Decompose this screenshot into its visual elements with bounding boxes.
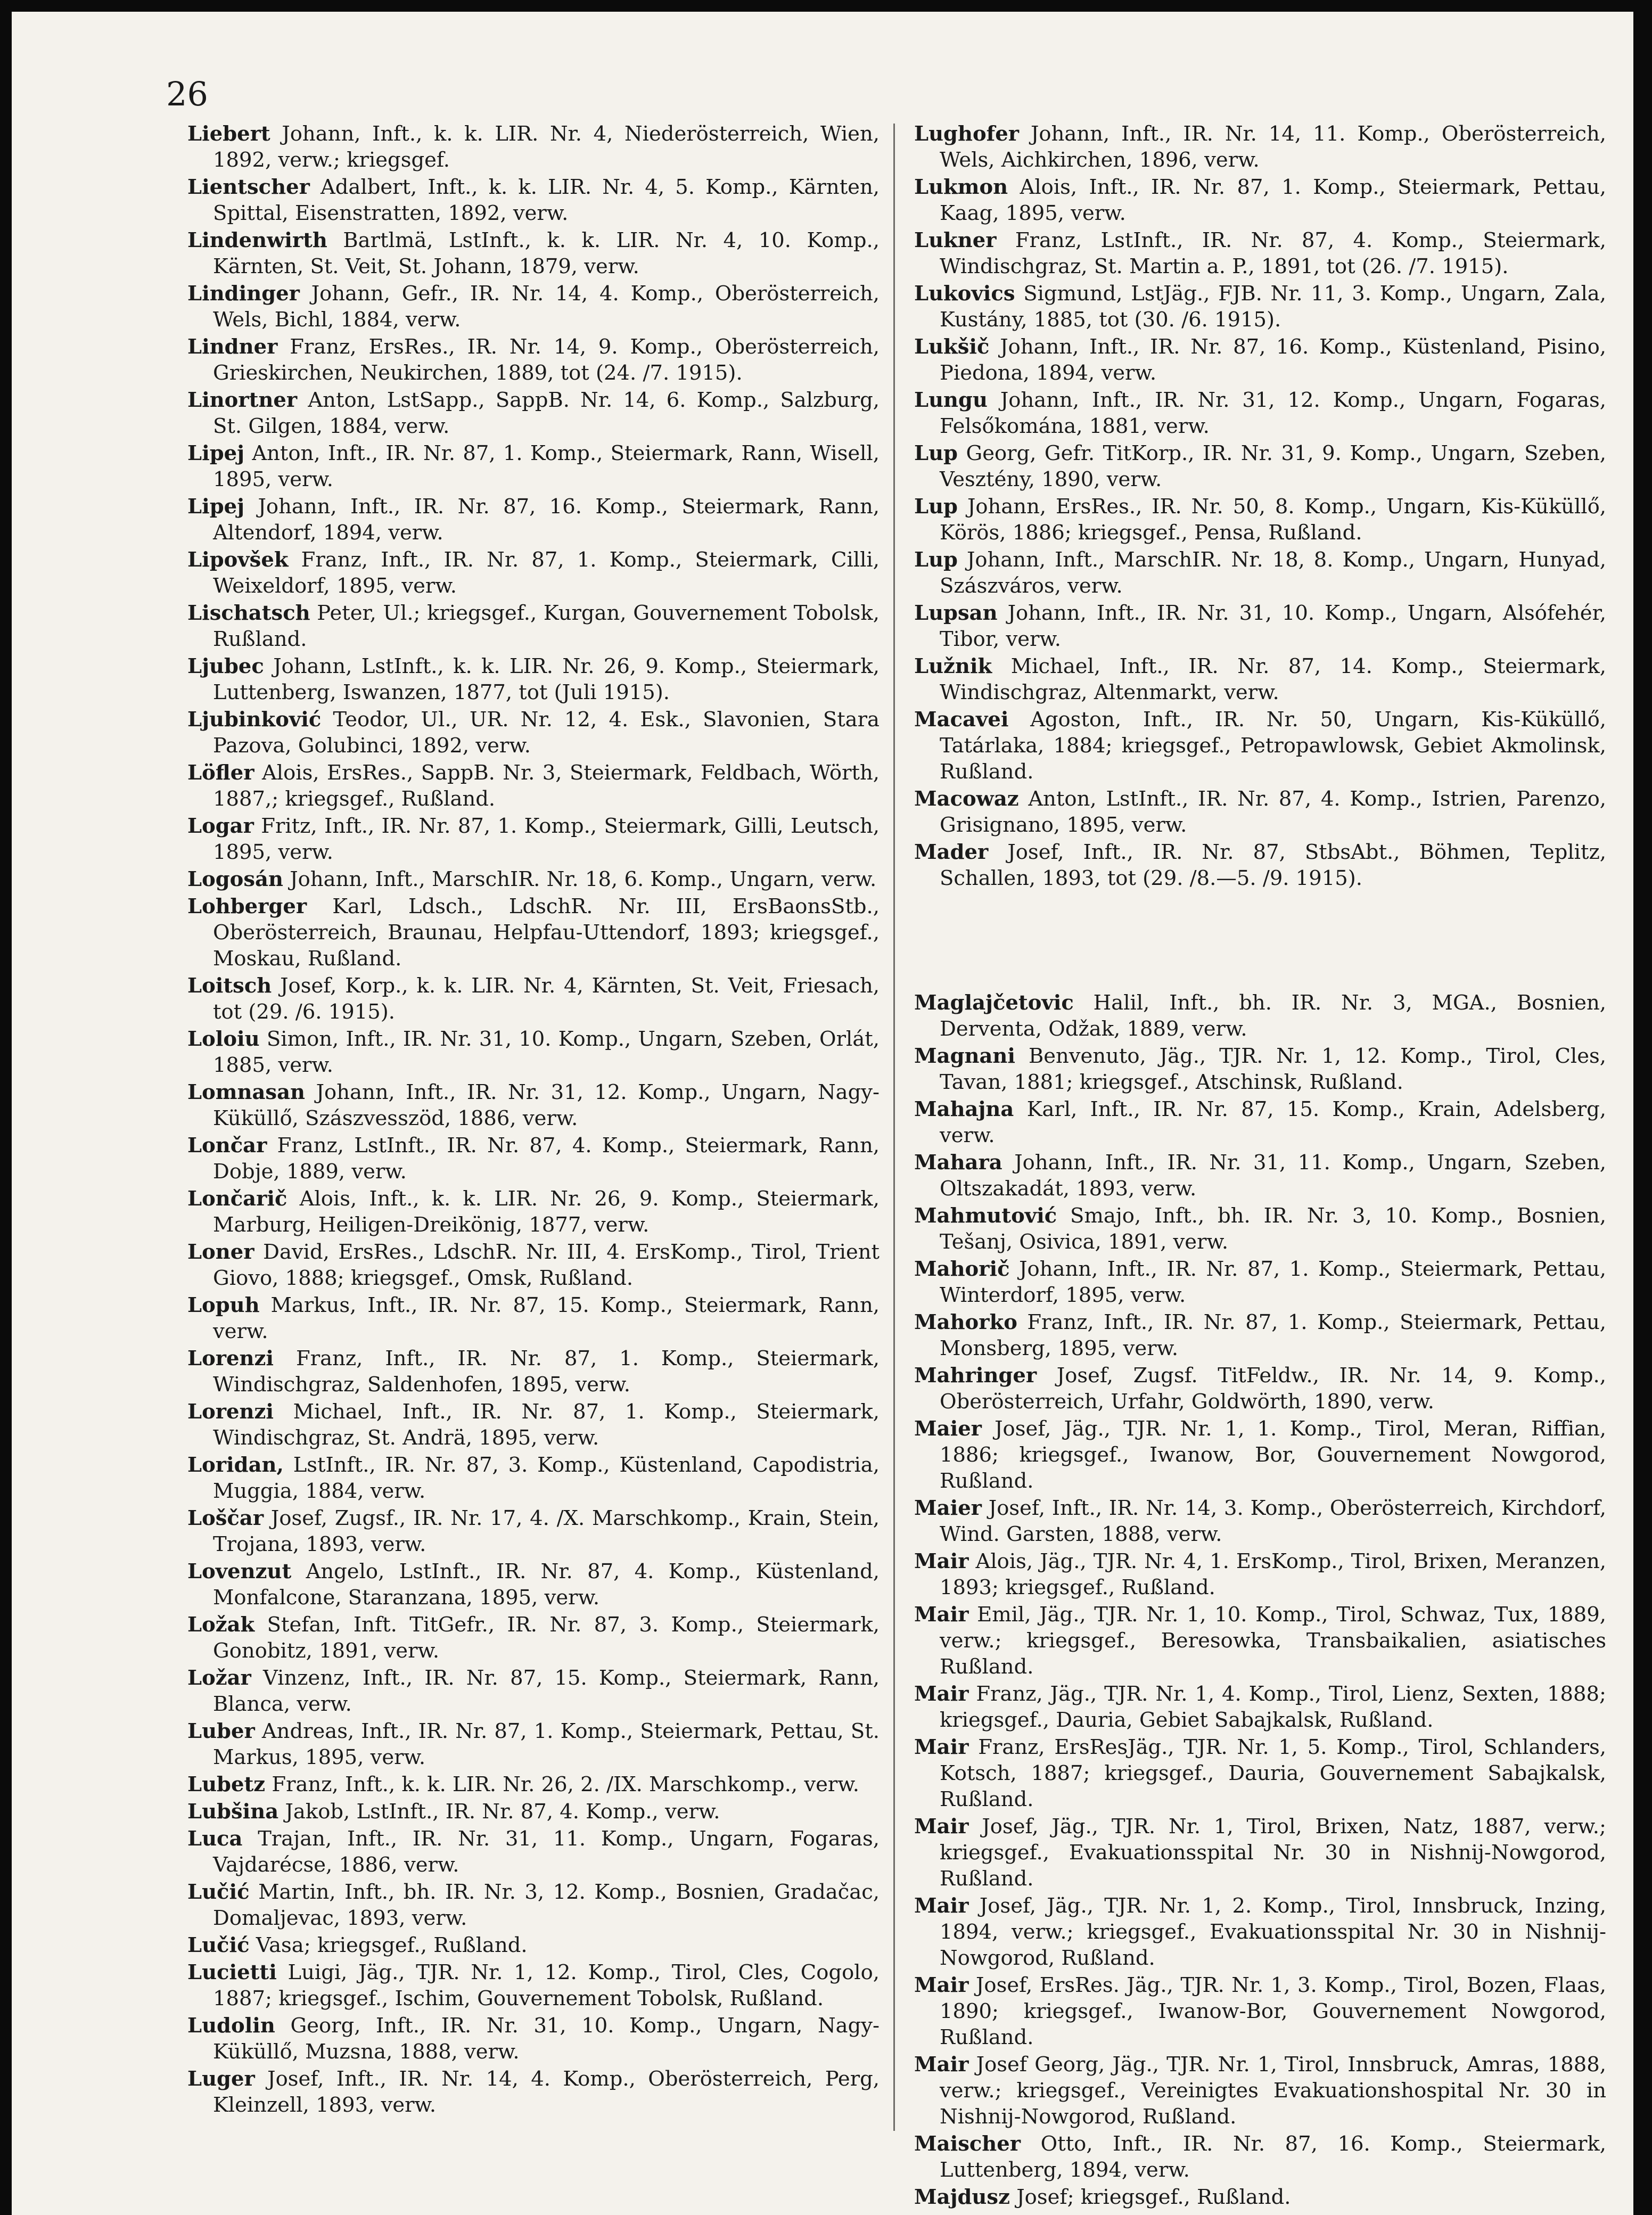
register-entry: [187, 893, 880, 972]
entry-details: Josef, Korp., k. k. LIR. Nr. 4, Kärnten, St. Veit, Friesach, tot (29. /6. 1915).: [213, 974, 880, 1024]
entry-details: Michael, Inft., IR. Nr. 87, 1. Komp., Steiermark, Windischgraz, St. Andrä, 1895, verw.: [213, 1400, 880, 1450]
entry-surname: Mahajna: [914, 1097, 1014, 1121]
register-entry: [914, 786, 1606, 838]
entry-surname: Lončarič: [187, 1187, 287, 1211]
entry-surname: Mair: [914, 1603, 969, 1627]
entry-surname: Mair: [914, 1682, 969, 1706]
entry-surname: Lopuh: [187, 1293, 260, 1317]
register-entry: [187, 2013, 880, 2065]
entry-details: Franz, Inft., k. k. LIR. Nr. 26, 2. /IX. Marschkomp., verw.: [272, 1773, 859, 1796]
entry-details: Georg, Gefr. TitKorp., IR. Nr. 31, 9. Komp., Ungarn, Szeben, Vesztény, 1890, verw.: [940, 441, 1606, 491]
entry-surname: Luger: [187, 2067, 255, 2091]
register-entry: [914, 1150, 1606, 1202]
entry-details: Vinzenz, Inft., IR. Nr. 87, 15. Komp., Steiermark, Rann, Blanca, verw.: [213, 1666, 880, 1716]
entry-details: Alois, ErsRes., SappB. Nr. 3, Steiermark, Feldbach, Wörth, 1887,; kriegsgef., Rußland.: [213, 761, 880, 811]
entry-details: Anton, Inft., IR. Nr. 87, 1. Komp., Steiermark, Rann, Wisell, 1895, verw.: [213, 441, 880, 491]
register-entry: [914, 281, 1606, 333]
entry-surname: Mair: [914, 1735, 969, 1759]
entry-details: Josef, Jäg., TJR. Nr. 1, Tirol, Brixen, Natz, 1887, verw.; kriegsgef., Evakuationsspital Nr. 30 in Nishnij-Nowgorod, Rußland.: [940, 1815, 1606, 1891]
entry-details: Johann, Inft., IR. Nr. 31, 12. Komp., Ungarn, Nagy-Küküllő, Szászvesszöd, 1886, verw.: [213, 1080, 880, 1130]
register-entry: [914, 1548, 1606, 1601]
entry-details: Jakob, LstInft., IR. Nr. 87, 4. Komp., verw.: [285, 1800, 720, 1824]
entry-surname: Ložar: [187, 1666, 251, 1690]
entry-details: Franz, Jäg., TJR. Nr. 1, 4. Komp., Tirol, Lienz, Sexten, 1888; kriegsgef., Dauria, Gebiet Sabajkalsk, Rußland.: [940, 1682, 1606, 1732]
entry-details: Vasa; kriegsgef., Rußland.: [256, 1933, 528, 1957]
entry-details: Franz, LstInft., IR. Nr. 87, 4. Komp., Steiermark, Rann, Dobje, 1889, verw.: [213, 1134, 880, 1184]
register-entry: [187, 1665, 880, 1717]
entry-surname: Lončar: [187, 1134, 267, 1158]
entry-surname: Mahara: [914, 1151, 1002, 1175]
entry-details: Michael, Inft., IR. Nr. 87, 14. Komp., Steiermark, Windischgraz, Altenmarkt, verw.: [940, 654, 1606, 704]
entry-surname: Lughofer: [914, 122, 1019, 146]
register-entry: [914, 1814, 1606, 1892]
entry-surname: Lovenzut: [187, 1560, 292, 1584]
register-entry: [187, 1879, 880, 1931]
entry-surname: Maglajčetovic: [914, 991, 1074, 1015]
register-entry: [187, 1718, 880, 1770]
entry-details: Josef, ErsRes. Jäg., TJR. Nr. 1, 3. Komp., Tirol, Bozen, Flaas, 1890; kriegsgef., Iwanow-Bor, Gouvernement Nowgorod, Rußland.: [940, 1973, 1606, 2049]
entry-surname: Lukmon: [914, 175, 1008, 199]
entry-details: Stefan, Inft. TitGefr., IR. Nr. 87, 3. Komp., Steiermark, Gonobitz, 1891, verw.: [213, 1613, 880, 1663]
entry-details: Johann, Inft., IR. Nr. 87, 16. Komp., Steiermark, Rann, Altendorf, 1894, verw.: [213, 495, 880, 545]
entry-details: Josef, Zugsf. TitFeldw., IR. Nr. 14, 9. Komp., Oberösterreich, Urfahr, Goldwörth, 1890, verw.: [940, 1364, 1606, 1414]
register-entry: [187, 707, 880, 759]
entry-details: Markus, Inft., IR. Nr. 87, 15. Komp., Steiermark, Rann, verw.: [213, 1293, 880, 1343]
entry-surname: Lindinger: [187, 282, 300, 306]
entry-surname: Lučić: [187, 1933, 250, 1957]
entry-surname: Loloiu: [187, 1027, 260, 1051]
register-entry: [187, 547, 880, 599]
register-entry: [187, 1771, 880, 1798]
entry-details: Josef, Jäg., TJR. Nr. 1, 1. Komp., Tirol, Meran, Riffian, 1886; kriegsgef., Iwanow, Bor, Gouvernement Nowgorod, Rußland.: [940, 1417, 1606, 1493]
entry-details: Fritz, Inft., IR. Nr. 87, 1. Komp., Steiermark, Gilli, Leutsch, 1895, verw.: [213, 814, 880, 864]
entry-surname: Maier: [914, 1496, 982, 1520]
entry-details: Sigmund, LstJäg., FJB. Nr. 11, 3. Komp., Ungarn, Zala, Kustány, 1885, tot (30. /6. 1915).: [940, 282, 1606, 332]
entry-details: Andreas, Inft., IR. Nr. 87, 1. Komp., Steiermark, Pettau, St. Markus, 1895, verw.: [213, 1719, 880, 1769]
register-entry: [187, 227, 880, 280]
register-entry: [914, 227, 1606, 280]
entry-surname: Lup: [914, 441, 958, 465]
entry-surname: Mair: [914, 1973, 969, 1997]
entry-details: Emil, Jäg., TJR. Nr. 1, 10. Komp., Tirol, Schwaz, Tux, 1889, verw.; kriegsgef., Beresowka, Transbaikalien, asiatisches Rußland.: [940, 1603, 1606, 1679]
register-entry: [187, 600, 880, 652]
entry-surname: Lubetz: [187, 1773, 266, 1796]
entry-surname: Ludolin: [187, 2014, 275, 2038]
register-entry: [914, 2052, 1606, 2130]
entry-details: Georg, Inft., IR. Nr. 31, 10. Komp., Ungarn, Nagy-Küküllő, Muzsna, 1888, verw.: [213, 2014, 880, 2064]
entry-details: Josef, Inft., IR. Nr. 14, 4. Komp., Oberösterreich, Perg, Kleinzell, 1893, verw.: [213, 2067, 880, 2117]
entry-surname: Lorenzi: [187, 1400, 274, 1424]
entry-surname: Lukner: [914, 228, 997, 252]
register-entry: [914, 1495, 1606, 1547]
entry-details: Luigi, Jäg., TJR. Nr. 1, 12. Komp., Tirol, Cles, Cogolo, 1887; kriegsgef., Ischim, Gouvernement Tobolsk, Rußland.: [213, 1960, 880, 2011]
left-column: [187, 121, 880, 2119]
entry-details: David, ErsRes., LdschR. Nr. III, 4. ErsKomp., Tirol, Trient Giovo, 1888; kriegsgef., Omsk, Rußland.: [213, 1240, 880, 1290]
register-entry: [187, 1399, 880, 1451]
register-entry: [187, 1026, 880, 1078]
register-entry: [187, 760, 880, 812]
register-entry: [187, 387, 880, 439]
entry-details: Johann, Inft., IR. Nr. 87, 1. Komp., Steiermark, Pettau, Winterdorf, 1895, verw.: [940, 1257, 1607, 1307]
entry-surname: Löfler: [187, 761, 254, 785]
entry-surname: Logar: [187, 814, 254, 838]
entry-surname: Lukovics: [914, 282, 1015, 306]
entry-surname: Lipej: [187, 495, 245, 519]
register-entry: [187, 1292, 880, 1344]
entry-surname: Luca: [187, 1827, 243, 1851]
entry-details: Johann, Inft., IR. Nr. 31, 10. Komp., Ungarn, Alsófehér, Tibor, verw.: [940, 601, 1606, 651]
register-entry: [914, 121, 1606, 173]
entry-surname: Lungu: [914, 388, 988, 412]
entry-details: Benvenuto, Jäg., TJR. Nr. 1, 12. Komp., Tirol, Cles, Tavan, 1881; kriegsgef., Atschinsk, Rußland.: [940, 1044, 1606, 1094]
register-entry: [914, 1363, 1606, 1415]
entry-surname: Ljubec: [187, 654, 264, 678]
entry-details: Martin, Inft., bh. IR. Nr. 3, 12. Komp., Bosnien, Gradačac, Domaljevac, 1893, verw.: [213, 1880, 880, 1930]
entry-details: Franz, ErsRes., IR. Nr. 14, 9. Komp., Oberösterreich, Grieskirchen, Neukirchen, 1889, tot (24. /7. 1915).: [213, 335, 880, 385]
entry-details: Johann, Inft., k. k. LIR. Nr. 4, Niederösterreich, Wien, 1892, verw.; kriegsgef.: [213, 122, 880, 172]
entry-details: Agoston, Inft., IR. Nr. 50, Ungarn, Kis-Küküllő, Tatárlaka, 1884; kriegsgef., Petropawlowsk, Gebiet Akmolinsk, Rußland.: [940, 708, 1606, 784]
entry-surname: Lučić: [187, 1880, 250, 1904]
entry-details: Otto, Inft., IR. Nr. 87, 16. Komp., Steiermark, Luttenberg, 1894, verw.: [940, 2132, 1606, 2182]
register-entry: [914, 707, 1606, 785]
entry-details: Josef, Inft., IR. Nr. 14, 3. Komp., Oberösterreich, Kirchdorf, Wind. Garsten, 1888, verw.: [940, 1496, 1606, 1546]
entry-details: Johann, ErsRes., IR. Nr. 50, 8. Komp., Ungarn, Kis-Küküllő, Körös, 1886; kriegsgef., Pensa, Rußland.: [940, 495, 1606, 545]
entry-details: Angelo, LstInft., IR. Nr. 87, 4. Komp., Küstenland, Monfalcone, Staranzana, 1895, verw.: [213, 1560, 880, 1610]
entry-surname: Liebert: [187, 122, 270, 146]
register-entry: [187, 1452, 880, 1504]
entry-details: Simon, Inft., IR. Nr. 31, 10. Komp., Ungarn, Szeben, Orlát, 1885, verw.: [213, 1027, 880, 1077]
register-entry: [187, 440, 880, 493]
register-entry: [187, 813, 880, 865]
register-entry: [914, 1256, 1606, 1308]
entry-surname: Lužnik: [914, 654, 992, 678]
register-entry: [914, 600, 1606, 652]
entry-details: Adalbert, Inft., k. k. LIR. Nr. 4, 5. Komp., Kärnten, Spittal, Eisenstratten, 1892, verw.: [213, 175, 880, 225]
register-entry: [187, 1612, 880, 1664]
entry-details: Johann, Inft., IR. Nr. 14, 11. Komp., Oberösterreich, Wels, Aichkirchen, 1896, verw.: [940, 122, 1606, 172]
entry-details: Karl, Ldsch., LdschR. Nr. III, ErsBaonsStb., Oberösterreich, Braunau, Helpfau-Uttendorf, 1893; kriegsgef., Moskau, Rußland.: [213, 895, 880, 971]
entry-details: Alois, Inft., IR. Nr. 87, 1. Komp., Steiermark, Pettau, Kaag, 1895, verw.: [940, 175, 1606, 225]
register-entry: [914, 1681, 1606, 1733]
entry-surname: Macowaz: [914, 787, 1019, 811]
register-entry: [187, 494, 880, 546]
entry-details: Josef, Jäg., TJR. Nr. 1, 2. Komp., Tirol, Innsbruck, Inzing, 1894, verw.; kriegsgef., Evakuationsspital Nr. 30 in Nishnij-Nowgorod, Rußland.: [940, 1894, 1606, 1970]
column-divider: [893, 124, 895, 2131]
entry-details: Teodor, Ul., UR. Nr. 12, 4. Esk., Slavonien, Stara Pazova, Golubinci, 1892, verw.: [213, 708, 880, 758]
register-entry: [187, 174, 880, 226]
register-entry: [187, 334, 880, 386]
entry-details: Smajo, Inft., bh. IR. Nr. 3, 10. Komp., Bosnien, Tešanj, Osivica, 1891, verw.: [940, 1204, 1606, 1254]
entry-details: Halil, Inft., bh. IR. Nr. 3, MGA., Bosnien, Derventa, Odžak, 1889, verw.: [940, 991, 1606, 1041]
entry-surname: Mahmutović: [914, 1204, 1057, 1228]
entry-surname: Mair: [914, 1549, 969, 1573]
register-entry: [914, 990, 1606, 1042]
register-entry: [914, 1043, 1606, 1095]
entry-details: Josef; kriegsgef., Rußland.: [1016, 2185, 1291, 2209]
entry-details: Franz, LstInft., IR. Nr. 87, 4. Komp., Steiermark, Windischgraz, St. Martin a. P., 1891, tot (26. /7. 1915).: [940, 228, 1606, 278]
register-entry: [914, 387, 1606, 439]
register-entry: [914, 334, 1606, 386]
entry-surname: Majdusz: [914, 2185, 1010, 2209]
entry-surname: Linortner: [187, 388, 298, 412]
entry-surname: Lukšič: [914, 335, 990, 359]
register-entry: [187, 1932, 880, 1958]
entry-surname: Logosán: [187, 867, 283, 891]
entry-details: Johann, Inft., IR. Nr. 31, 12. Komp., Ungarn, Fogaras, Felsőkomána, 1881, verw.: [940, 388, 1606, 438]
entry-surname: Lubšina: [187, 1800, 279, 1824]
entry-surname: Lup: [914, 495, 958, 519]
entry-surname: Lupsan: [914, 601, 998, 625]
register-entry: [914, 1416, 1606, 1494]
entry-surname: Maier: [914, 1417, 982, 1441]
entry-details: LstInft., IR. Nr. 87, 3. Komp., Küstenland, Capodistria, Muggia, 1884, verw.: [213, 1453, 880, 1503]
register-entry: [187, 281, 880, 333]
register-entry: [187, 973, 880, 1025]
entry-details: Alois, Inft., k. k. LIR. Nr. 26, 9. Komp., Steiermark, Marburg, Heiligen-Dreikönig, 1877, verw.: [213, 1187, 880, 1237]
entry-surname: Lindner: [187, 335, 278, 359]
entry-details: Josef, Zugsf., IR. Nr. 17, 4. /X. Marschkomp., Krain, Stein, Trojana, 1893, verw.: [213, 1506, 880, 1556]
right-column: [914, 121, 1606, 2211]
entry-details: Johann, Inft., MarschIR. Nr. 18, 8. Komp., Ungarn, Hunyad, Szászváros, verw.: [940, 548, 1606, 598]
entry-details: Alois, Jäg., TJR. Nr. 4, 1. ErsKomp., Tirol, Brixen, Meranzen, 1893; kriegsgef., Rußland.: [940, 1549, 1606, 1599]
entry-surname: Lindenwirth: [187, 228, 327, 252]
entry-details: Franz, Inft., IR. Nr. 87, 1. Komp., Steiermark, Pettau, Monsberg, 1895, verw.: [940, 1310, 1606, 1360]
register-entry: [914, 494, 1606, 546]
register-entry: [914, 2131, 1606, 2183]
register-entry: [187, 2066, 880, 2118]
entry-surname: Mahorko: [914, 1310, 1017, 1334]
page-number: 26: [166, 75, 208, 113]
entry-details: Bartlmä, LstInft., k. k. LIR. Nr. 4, 10. Komp., Kärnten, St. Veit, St. Johann, 1879, verw.: [213, 228, 880, 278]
entry-surname: Loščar: [187, 1506, 264, 1530]
document-page: [12, 12, 1633, 2215]
entry-surname: Lipovšek: [187, 548, 289, 572]
register-entry: [187, 1799, 880, 1825]
entry-surname: Lomnasan: [187, 1080, 306, 1104]
register-entry: [914, 839, 1606, 891]
entry-details: Johann, Inft., IR. Nr. 31, 11. Komp., Ungarn, Szeben, Oltszakadát, 1893, verw.: [940, 1151, 1606, 1201]
entry-surname: Lientscher: [187, 175, 310, 199]
register-entry: [914, 547, 1606, 599]
entry-surname: Magnani: [914, 1044, 1016, 1068]
entry-details: Josef, Inft., IR. Nr. 87, StbsAbt., Böhmen, Teplitz, Schallen, 1893, tot (29. /8.—5. /9. 1915).: [940, 840, 1606, 890]
register-entry: [914, 1893, 1606, 1971]
register-entry: [187, 866, 880, 892]
register-entry: [914, 1972, 1606, 2050]
entry-surname: Mahringer: [914, 1364, 1037, 1388]
entry-details: Anton, LstSapp., SappB. Nr. 14, 6. Komp., Salzburg, St. Gilgen, 1884, verw.: [213, 388, 880, 438]
entry-details: Karl, Inft., IR. Nr. 87, 15. Komp., Krain, Adelsberg, verw.: [940, 1097, 1606, 1147]
register-entry: [187, 1558, 880, 1611]
entry-surname: Maischer: [914, 2132, 1021, 2156]
register-entry: [914, 1309, 1606, 1361]
register-entry: [187, 1505, 880, 1557]
entry-details: Franz, Inft., IR. Nr. 87, 1. Komp., Steiermark, Windischgraz, Saldenhofen, 1895, verw.: [213, 1347, 880, 1397]
register-entry: [187, 1133, 880, 1185]
entry-details: Johann, Gefr., IR. Nr. 14, 4. Komp., Oberösterreich, Wels, Bichl, 1884, verw.: [213, 282, 880, 332]
register-entry: [187, 1239, 880, 1291]
register-entry: [914, 440, 1606, 493]
register-entry: [187, 1079, 880, 1131]
register-entry: [187, 1186, 880, 1238]
register-entry: [187, 1346, 880, 1398]
entry-surname: Lipej: [187, 441, 245, 465]
entry-surname: Mader: [914, 840, 989, 864]
entry-surname: Mair: [914, 2053, 969, 2077]
register-entry: [187, 1826, 880, 1878]
entry-surname: Ljubinković: [187, 708, 322, 732]
entry-surname: Macavei: [914, 708, 1009, 732]
entry-surname: Mair: [914, 1815, 969, 1839]
entry-surname: Lischatsch: [187, 601, 310, 625]
register-entry: [914, 2184, 1606, 2210]
register-entry: [914, 1203, 1606, 1255]
entry-details: Johann, LstInft., k. k. LIR. Nr. 26, 9. Komp., Steiermark, Luttenberg, Iswanzen, 1877, tot (Juli 1915).: [213, 654, 880, 704]
entry-surname: Lucietti: [187, 1960, 277, 1984]
entry-surname: Lorenzi: [187, 1347, 274, 1371]
entry-details: Franz, Inft., IR. Nr. 87, 1. Komp., Steiermark, Cilli, Weixeldorf, 1895, verw.: [213, 548, 880, 598]
entry-surname: Mahorič: [914, 1257, 1010, 1281]
register-entry: [914, 174, 1606, 226]
entry-surname: Lup: [914, 548, 958, 572]
register-entry: [187, 121, 880, 173]
register-entry: [914, 1096, 1606, 1148]
entry-surname: Luber: [187, 1719, 255, 1743]
register-entry: [187, 653, 880, 705]
entry-details: Josef Georg, Jäg., TJR. Nr. 1, Tirol, Innsbruck, Amras, 1888, verw.; kriegsgef., Vereinigtes Evakuationshospital Nr. 30 in Nishnij-Nowgorod, Rußland.: [940, 2053, 1606, 2129]
register-entry: [914, 653, 1606, 705]
entry-details: Peter, Ul.; kriegsgef., Kurgan, Gouvernement Tobolsk, Rußland.: [213, 601, 880, 651]
register-entry: [914, 1734, 1606, 1812]
entry-surname: Ložak: [187, 1613, 255, 1637]
entry-surname: Loner: [187, 1240, 254, 1264]
entry-surname: Mair: [914, 1894, 969, 1918]
entry-details: Johann, Inft., IR. Nr. 87, 16. Komp., Küstenland, Pisino, Piedona, 1894, verw.: [940, 335, 1606, 385]
entry-details: Franz, ErsResJäg., TJR. Nr. 1, 5. Komp., Tirol, Schlanders, Kotsch, 1887; kriegsgef., Dauria, Gouvernement Sabajkalsk, Rußland.: [940, 1735, 1606, 1811]
entry-surname: Loridan,: [187, 1453, 284, 1477]
entry-details: Anton, LstInft., IR. Nr. 87, 4. Komp., Istrien, Parenzo, Grisignano, 1895, verw.: [940, 787, 1606, 837]
entry-details: Johann, Inft., MarschIR. Nr. 18, 6. Komp., Ungarn, verw.: [290, 867, 877, 891]
register-entry: [914, 1602, 1606, 1680]
entry-surname: Lohberger: [187, 895, 307, 918]
entry-surname: Loitsch: [187, 974, 272, 998]
register-entry: [187, 1959, 880, 2012]
entry-details: Trajan, Inft., IR. Nr. 31, 11. Komp., Ungarn, Fogaras, Vajdarécse, 1886, verw.: [213, 1827, 880, 1877]
